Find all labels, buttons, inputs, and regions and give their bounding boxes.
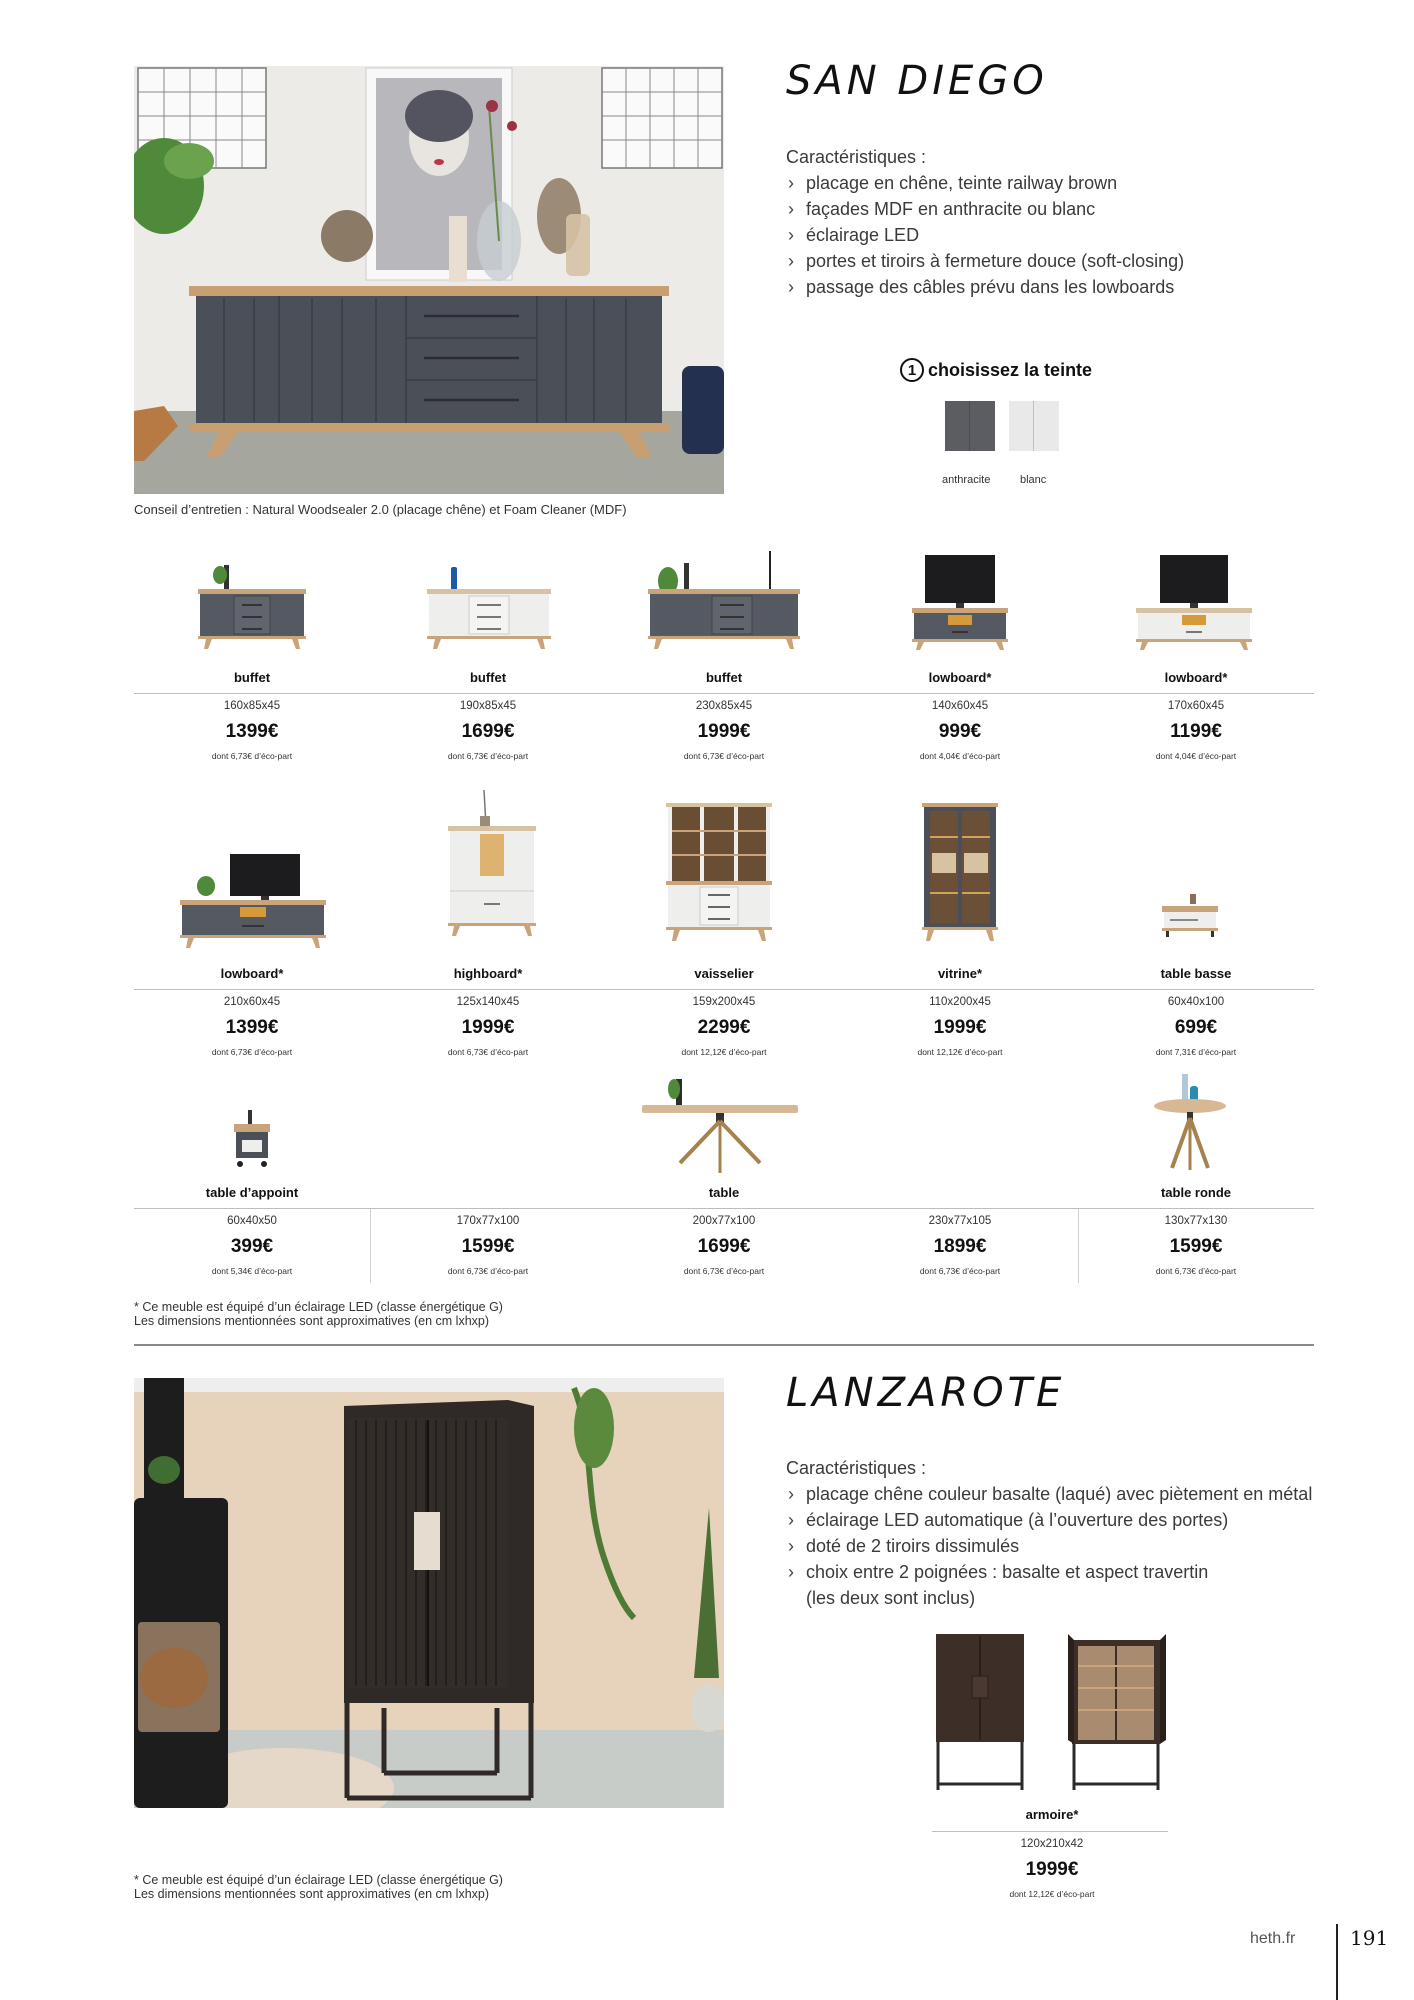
- product-dimensions: 130x77x130: [1164, 1215, 1228, 1227]
- product-details-buffet-160: [134, 692, 370, 762]
- product-image-lowboard-170: [1134, 550, 1254, 650]
- product-eco-part: dont 4,04€ d’éco-part: [1155, 751, 1237, 761]
- product-image-buffet-190: [425, 545, 553, 650]
- product-vitrine[interactable]: [842, 964, 1078, 984]
- features-heading: Caractéristiques :: [786, 147, 927, 167]
- product-eco-part: dont 6,73€ d’éco-part: [211, 751, 293, 761]
- product-dimensions: 159x200x45: [692, 996, 756, 1008]
- product-highboard[interactable]: [370, 964, 606, 984]
- san-diego-footnote: [134, 1300, 503, 1328]
- product-dimensions: 110x200x45: [929, 996, 991, 1008]
- product-name: highboard*: [453, 966, 523, 981]
- product-image-lowboard-140: [910, 550, 1010, 650]
- product-name: buffet: [469, 670, 507, 685]
- product-table-appoint[interactable]: [134, 1183, 370, 1203]
- product-eco-part: dont 6,73€ d’éco-part: [683, 751, 765, 761]
- page-number: 191: [1350, 1926, 1389, 1950]
- features-list: [786, 1481, 1312, 1585]
- product-details-table-ronde: [1078, 1207, 1314, 1277]
- product-price: 699€: [1174, 1017, 1218, 1038]
- lanzarote-hero-photo: [134, 1378, 724, 1808]
- footnote-dimensions: Les dimensions mentionnées sont approximatives (en cm lxhxp): [134, 1887, 490, 1901]
- product-dimensions: 210x60x45: [223, 996, 281, 1008]
- product-image-table: [640, 1075, 800, 1175]
- product-vaisselier[interactable]: [606, 964, 842, 984]
- product-details-lowboard-140: [842, 692, 1078, 762]
- product-details-buffet-230: [606, 692, 842, 762]
- product-price: 1999€: [697, 721, 751, 742]
- product-image-buffet-230: [646, 545, 802, 650]
- product-eco-part: dont 12,12€ d’éco-part: [1009, 1889, 1095, 1899]
- product-eco-part: dont 6,73€ d’éco-part: [447, 1266, 529, 1276]
- product-name: table: [708, 1185, 740, 1200]
- product-dimensions: 120x210x42: [1020, 1838, 1084, 1850]
- product-dimensions: 140x60x45: [931, 700, 989, 712]
- san-diego-features: [786, 144, 1184, 300]
- product-dimensions: 200x77x100: [692, 1215, 756, 1227]
- product-name: lowboard*: [1164, 670, 1228, 685]
- product-price: 1699€: [461, 721, 515, 742]
- product-eco-part: dont 7,31€ d’éco-part: [1155, 1047, 1237, 1057]
- care-tip: Conseil d’entretien : Natural Woodsealer 2.0 (placage chêne) et Foam Cleaner (MDF): [134, 502, 627, 517]
- swatch-anthracite[interactable]: [945, 401, 995, 451]
- product-price: 1599€: [1169, 1236, 1223, 1257]
- product-image-lowboard-210: [178, 850, 328, 950]
- features-heading: Caractéristiques :: [786, 1458, 927, 1478]
- product-name: lowboard*: [928, 670, 992, 685]
- product-image-table-basse: [1160, 888, 1220, 948]
- product-eco-part: dont 6,73€ d’éco-part: [447, 1047, 529, 1057]
- product-details-table-200: [606, 1207, 842, 1277]
- product-dimensions: 60x40x100: [1167, 996, 1225, 1008]
- footnote-led: * Ce meuble est équipé d’un éclairage LED (classe énergétique G): [134, 1300, 503, 1314]
- product-details-table-appoint: [134, 1207, 370, 1277]
- product-price: 1699€: [697, 1236, 751, 1257]
- product-price: 2299€: [697, 1017, 751, 1038]
- feature-continuation: (les deux sont inclus): [806, 1588, 976, 1608]
- product-name: buffet: [705, 670, 743, 685]
- product-dimensions: 125x140x45: [456, 996, 520, 1008]
- product-image-table-ronde: [1150, 1072, 1230, 1172]
- product-dimensions: 230x77x105: [928, 1215, 992, 1227]
- product-price: 1999€: [933, 1017, 987, 1038]
- product-lowboard-210[interactable]: [134, 964, 370, 984]
- swatch-label-blanc: blanc: [1020, 474, 1047, 486]
- product-eco-part: dont 6,73€ d’éco-part: [1155, 1266, 1237, 1276]
- product-details-table-170: [370, 1207, 606, 1277]
- feature-item: › éclairage LED automatique (à l’ouverture des portes): [786, 1507, 1312, 1533]
- product-buffet-160[interactable]: [134, 668, 370, 688]
- product-price: 1599€: [461, 1236, 515, 1257]
- product-lowboard-140[interactable]: [842, 668, 1078, 688]
- product-price: 399€: [230, 1236, 274, 1257]
- product-table-ronde[interactable]: [1078, 1183, 1314, 1203]
- product-price: 1999€: [461, 1017, 515, 1038]
- lanzarote-features: [786, 1455, 1312, 1611]
- product-details-highboard: [370, 988, 606, 1058]
- product-details-vaisselier: [606, 988, 842, 1058]
- section-divider: [134, 1344, 1314, 1346]
- product-image-armoire-closed: [936, 1632, 1026, 1792]
- footer-divider: [1336, 1924, 1338, 2000]
- product-eco-part: dont 6,73€ d’éco-part: [919, 1266, 1001, 1276]
- product-buffet-230[interactable]: [606, 668, 842, 688]
- product-name: buffet: [233, 670, 271, 685]
- product-name: vaisselier: [694, 966, 754, 981]
- feature-item: › placage chêne couleur basalte (laqué) avec piètement en métal: [786, 1481, 1312, 1507]
- product-eco-part: dont 6,73€ d’éco-part: [447, 751, 529, 761]
- feature-item: › portes et tiroirs à fermeture douce (soft-closing): [786, 248, 1184, 274]
- product-name: lowboard*: [220, 966, 284, 981]
- feature-item: › passage des câbles prévu dans les lowboards: [786, 274, 1184, 300]
- product-price: 1399€: [225, 721, 279, 742]
- product-dimensions: 230x85x45: [695, 700, 753, 712]
- product-details-table-230: [842, 1207, 1078, 1277]
- product-dimensions: 60x40x50: [227, 1215, 277, 1227]
- product-price: 1999€: [1025, 1859, 1079, 1880]
- product-eco-part: dont 6,73€ d’éco-part: [211, 1047, 293, 1057]
- product-details-armoire: [934, 1830, 1170, 1900]
- product-image-armoire-open: [1068, 1630, 1168, 1792]
- product-details-lowboard-170: [1078, 692, 1314, 762]
- lanzarote-footnote: [134, 1873, 503, 1901]
- color-chooser-label: choisissez la teinte: [928, 359, 1093, 380]
- product-image-vitrine: [920, 803, 1000, 943]
- san-diego-title: SAN DIEGO: [786, 58, 1048, 104]
- product-eco-part: dont 12,12€ d’éco-part: [917, 1047, 1003, 1057]
- product-price: 1899€: [933, 1236, 987, 1257]
- product-buffet-190[interactable]: [370, 668, 606, 688]
- product-name: table basse: [1160, 966, 1232, 981]
- product-table-basse[interactable]: [1078, 964, 1314, 984]
- product-armoire[interactable]: [934, 1805, 1170, 1825]
- swatch-blanc[interactable]: [1009, 401, 1059, 451]
- product-dimensions: 170x77x100: [456, 1215, 520, 1227]
- footnote-dimensions: Les dimensions mentionnées sont approximatives (en cm lxhxp): [134, 1314, 490, 1328]
- product-name: table ronde: [1160, 1185, 1232, 1200]
- product-name: table d’appoint: [205, 1185, 299, 1200]
- product-details-vitrine: [842, 988, 1078, 1058]
- product-price: 1199€: [1170, 721, 1222, 742]
- product-table-200[interactable]: [606, 1183, 842, 1203]
- feature-item: › placage en chêne, teinte railway brown: [786, 170, 1184, 196]
- product-eco-part: dont 12,12€ d’éco-part: [681, 1047, 767, 1057]
- product-eco-part: dont 4,04€ d’éco-part: [919, 751, 1001, 761]
- product-image-highboard: [444, 786, 540, 936]
- product-dimensions: 170x60x45: [1167, 700, 1225, 712]
- features-list: [786, 170, 1184, 300]
- website-link[interactable]: heth.fr: [1250, 1930, 1296, 1947]
- product-dimensions: 160x85x45: [223, 700, 281, 712]
- product-details-table-basse: [1078, 988, 1314, 1058]
- feature-item: › doté de 2 tiroirs dissimulés: [786, 1533, 1312, 1559]
- san-diego-hero-photo: [134, 66, 724, 494]
- feature-item: › éclairage LED: [786, 222, 1184, 248]
- product-eco-part: dont 5,34€ d’éco-part: [211, 1266, 293, 1276]
- product-price: 1399€: [225, 1017, 279, 1038]
- product-dimensions: 190x85x45: [459, 700, 517, 712]
- product-eco-part: dont 6,73€ d’éco-part: [683, 1266, 765, 1276]
- product-price: 999€: [938, 721, 982, 742]
- footnote-led: * Ce meuble est équipé d’un éclairage LED (classe énergétique G): [134, 1873, 503, 1887]
- product-details-buffet-190: [370, 692, 606, 762]
- step-number-badge: 1: [900, 358, 924, 382]
- product-lowboard-170[interactable]: [1078, 668, 1314, 688]
- product-image-buffet-160: [196, 545, 308, 650]
- product-name: vitrine*: [937, 966, 983, 981]
- product-details-lowboard-210: [134, 988, 370, 1058]
- product-name: armoire*: [1025, 1807, 1079, 1822]
- product-image-vaisselier: [664, 803, 774, 943]
- product-image-table-appoint: [230, 1108, 274, 1172]
- lanzarote-title: LANZAROTE: [786, 1370, 1066, 1416]
- feature-item: › choix entre 2 poignées : basalte et aspect travertin: [786, 1559, 1312, 1585]
- color-chooser-heading: [900, 358, 1092, 382]
- feature-item: › façades MDF en anthracite ou blanc: [786, 196, 1184, 222]
- swatch-label-anthracite: anthracite: [942, 474, 991, 486]
